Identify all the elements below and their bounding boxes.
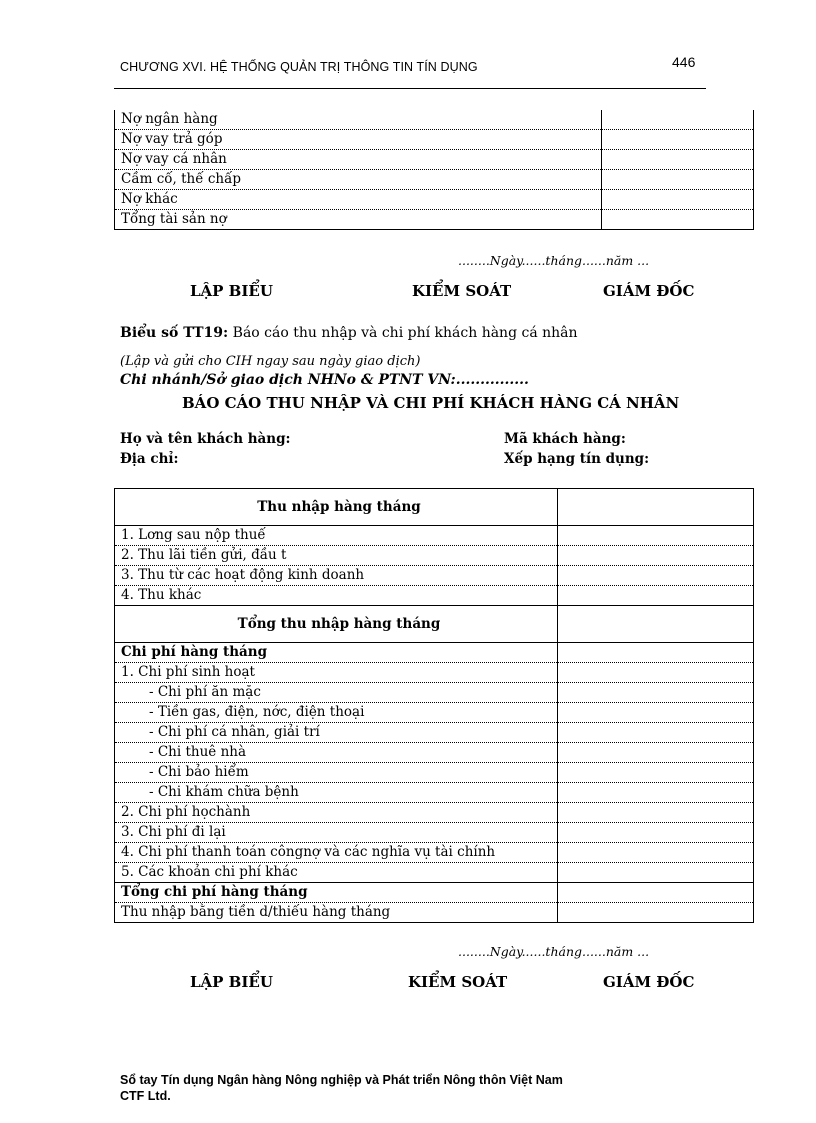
- income-header: Thu nhập hàng tháng: [115, 489, 558, 526]
- row-label: 3. Thu từ các hoạt động kinh doanh: [115, 566, 558, 586]
- form-code: Biểu số TT19:: [120, 325, 229, 341]
- expense-header: Chi phí hàng tháng: [115, 643, 558, 663]
- value-cell[interactable]: [602, 130, 754, 150]
- table-row: [115, 703, 754, 723]
- customer-name-label: Họ và tên khách hàng:: [120, 431, 291, 447]
- value-cell[interactable]: [558, 586, 754, 606]
- table-row: [115, 586, 754, 606]
- page-number: 446: [672, 54, 696, 70]
- table-row: [115, 683, 754, 703]
- row-label: 4. Chi phí thanh toán côngnợ và các nghĩa vụ tài chính: [115, 843, 558, 863]
- footer: [120, 1072, 563, 1104]
- chapter-title: CHƯƠNG XVI. HỆ THỐNG QUẢN TRỊ THÔNG TIN TÍN DỤNG: [120, 60, 478, 74]
- customer-code-label: Mã khách hàng:: [504, 431, 626, 447]
- table-row: [115, 823, 754, 843]
- branch-line: Chi nhánh/Sở giao dịch NHNo & PTNT VN:...............: [120, 372, 529, 388]
- value-cell[interactable]: [558, 903, 754, 923]
- director-label: GIÁM ĐỐC: [603, 282, 695, 300]
- table-row: [115, 546, 754, 566]
- value-cell[interactable]: [558, 783, 754, 803]
- row-label: Nợ vay cá nhân: [115, 150, 602, 170]
- address-label: Địa chỉ:: [120, 451, 179, 467]
- table-row: [115, 723, 754, 743]
- row-label: 5. Các khoản chi phí khác: [115, 863, 558, 883]
- table-row: [115, 566, 754, 586]
- value-cell[interactable]: [558, 883, 754, 903]
- row-label: 1. Lơng sau nộp thuế: [115, 526, 558, 546]
- table-row: [115, 663, 754, 683]
- table-row: [115, 763, 754, 783]
- surplus-row: [115, 903, 754, 923]
- value-cell[interactable]: [602, 210, 754, 230]
- total-income-header: Tổng thu nhập hàng tháng: [115, 606, 558, 643]
- row-label: Tổng tài sản nợ: [121, 211, 227, 227]
- prepared-by-label: LẬP BIỂU: [190, 973, 273, 991]
- income-expense-table: [114, 488, 754, 923]
- table-row: [115, 783, 754, 803]
- value-cell[interactable]: [558, 643, 754, 663]
- row-label: 2. Thu lãi tiền gửi, đầu t: [115, 546, 558, 566]
- value-cell[interactable]: [602, 110, 754, 130]
- total-expense-row: [115, 883, 754, 903]
- value-cell[interactable]: [602, 150, 754, 170]
- footer-line-2: CTF Ltd.: [120, 1089, 171, 1103]
- row-label: Nợ ngân hàng: [115, 110, 602, 130]
- value-cell[interactable]: [558, 863, 754, 883]
- table-row: [115, 526, 754, 546]
- table-row: [115, 803, 754, 823]
- value-cell[interactable]: [558, 606, 754, 643]
- income-header-row: [115, 489, 754, 526]
- expense-header-row: [115, 643, 754, 663]
- row-label: Nợ vay trả góp: [115, 130, 602, 150]
- report-title: BÁO CÁO THU NHẬP VÀ CHI PHÍ KHÁCH HÀNG CÁ NHÂN: [182, 394, 680, 412]
- table-row: [115, 843, 754, 863]
- table-row: [115, 190, 754, 210]
- value-cell[interactable]: [558, 526, 754, 546]
- row-label: 1. Chi phí sinh hoạt: [115, 663, 558, 683]
- date-line: ........Ngày......tháng......năm ...: [458, 944, 650, 959]
- row-label: - Chi phí cá nhân, giải trí: [115, 723, 558, 743]
- value-cell[interactable]: [558, 843, 754, 863]
- value-cell[interactable]: [558, 566, 754, 586]
- value-cell[interactable]: [558, 703, 754, 723]
- row-label: Nợ khác: [115, 190, 602, 210]
- value-cell[interactable]: [558, 723, 754, 743]
- controlled-by-label: KIỂM SOÁT: [412, 282, 512, 300]
- row-label: Cầm cố, thế chấp: [115, 170, 602, 190]
- row-label: 3. Chi phí đi lại: [115, 823, 558, 843]
- liabilities-table: [114, 110, 754, 230]
- value-cell[interactable]: [558, 663, 754, 683]
- table-row: [115, 863, 754, 883]
- table-row: [115, 743, 754, 763]
- value-cell[interactable]: [558, 489, 754, 526]
- footer-line-1: Sổ tay Tín dụng Ngân hàng Nông nghiệp và Phát triển Nông thôn Việt Nam: [120, 1073, 563, 1087]
- row-label: - Chi thuê nhà: [115, 743, 558, 763]
- row-label: - Chi bảo hiểm: [115, 763, 558, 783]
- total-income-row: [115, 606, 754, 643]
- table-row: [115, 110, 754, 130]
- form-title: [120, 325, 578, 341]
- value-cell[interactable]: [558, 803, 754, 823]
- director-label: GIÁM ĐỐC: [603, 973, 695, 991]
- controlled-by-label: KIỂM SOÁT: [408, 973, 508, 991]
- table-row: [115, 170, 754, 190]
- prepared-by-label: LẬP BIỂU: [190, 282, 273, 300]
- table-row: [115, 150, 754, 170]
- form-name: Báo cáo thu nhập và chi phí khách hàng cá nhân: [232, 325, 578, 341]
- credit-rating-label: Xếp hạng tín dụng:: [504, 451, 650, 467]
- value-cell[interactable]: [558, 546, 754, 566]
- value-cell[interactable]: [558, 763, 754, 783]
- value-cell[interactable]: [558, 743, 754, 763]
- date-line: ........Ngày......tháng......năm ...: [458, 253, 650, 268]
- row-label: 4. Thu khác: [115, 586, 558, 606]
- row-label: - Chi phí ăn mặc: [115, 683, 558, 703]
- value-cell[interactable]: [558, 683, 754, 703]
- row-label: 2. Chi phí họchành: [115, 803, 558, 823]
- value-cell[interactable]: [602, 170, 754, 190]
- row-label: - Tiền gas, điện, nớc, điện thoại: [115, 703, 558, 723]
- row-label: - Chi khám chữa bệnh: [115, 783, 558, 803]
- table-row: [115, 210, 754, 230]
- table-row: [115, 130, 754, 150]
- value-cell[interactable]: [602, 190, 754, 210]
- surplus-label: Thu nhập bằng tiền d/thiếu hàng tháng: [121, 904, 391, 920]
- header-rule: [114, 88, 706, 89]
- total-expense-label: Tổng chi phí hàng tháng: [115, 883, 558, 903]
- value-cell[interactable]: [558, 823, 754, 843]
- form-note: (Lập và gửi cho CIH ngay sau ngày giao dịch): [120, 354, 421, 369]
